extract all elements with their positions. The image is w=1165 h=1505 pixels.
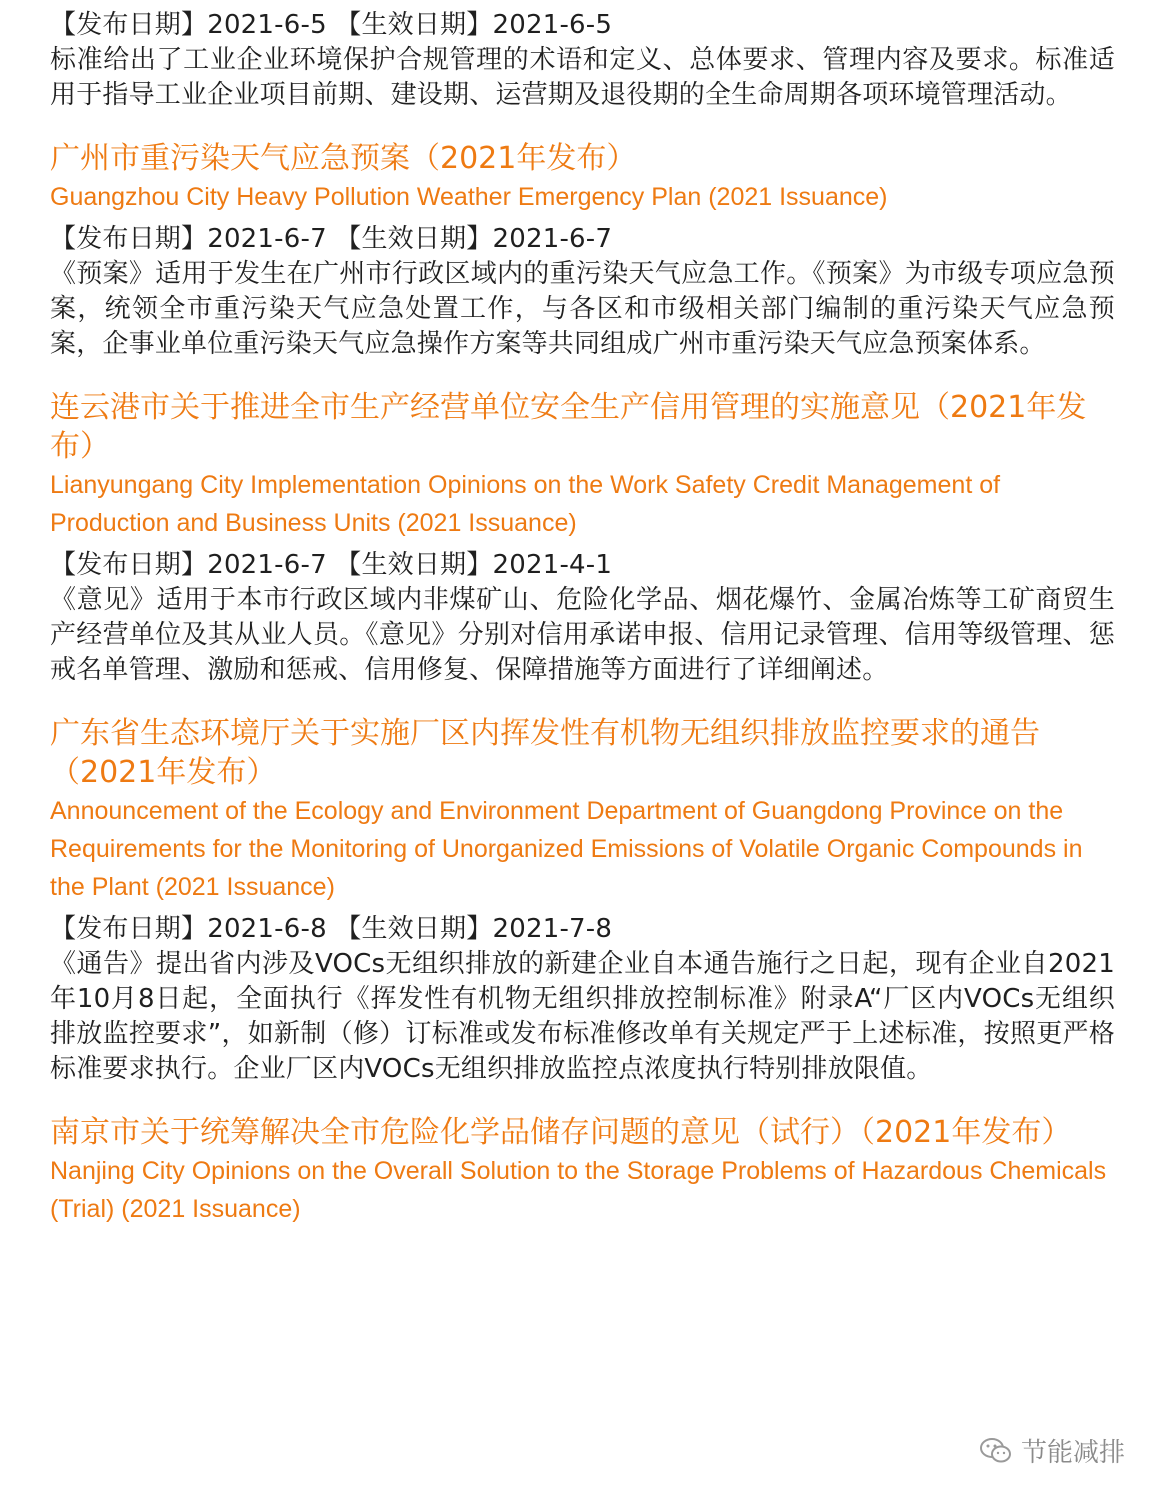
entry-standard xyxy=(50,8,1115,113)
wechat-icon xyxy=(979,1436,1013,1466)
document-page xyxy=(50,8,1115,1254)
entry-title-cn: 广东省生态环境厅关于实施厂区内挥发性有机物无组织排放监控要求的通告（2021年发布） xyxy=(50,716,1040,790)
entry-lianyungang-opinions xyxy=(50,388,1115,688)
entry-dates: 【发布日期】2021-6-7 【生效日期】2021-4-1 xyxy=(50,550,613,580)
entry-title-en: Guangzhou City Heavy Pollution Weather Emergency Plan (2021 Issuance) xyxy=(50,183,888,211)
entry-title-en: Announcement of the Ecology and Environment Department of Guangdong Province on the Requirements for the Monitoring of Unorganized Emissions of Volatile Organic Compounds in the Plant (2021 Issuance) xyxy=(50,797,1083,901)
entry-dates: 【发布日期】2021-6-5 【生效日期】2021-6-5 xyxy=(50,10,613,40)
entry-description: 《预案》适用于发生在广州市行政区域内的重污染天气应急工作。《预案》为市级专项应急预案，统领全市重污染天气应急处置工作，与各区和市级相关部门编制的重污染天气应急预案，企事业单位重污染天气应急操作方案等共同组成广州市重污染天气应急预案体系。 xyxy=(50,259,1115,359)
entry-description: 《通告》提出省内涉及VOCs无组织排放的新建企业自本通告施行之日起，现有企业自2021年10月8日起，全面执行《挥发性有机物无组织排放控制标准》附录A“厂区内VOCs无组织排放监控要求”，如新制（修）订标准或发布标准修改单有关规定严于上述标准，按照更严格标准要求执行。企业厂区内VOCs无组织排放监控点浓度执行特别排放限值。 xyxy=(50,949,1115,1084)
entry-title-en: Lianyungang City Implementation Opinions on the Work Safety Credit Management of Production and Business Units (2021 Issuance) xyxy=(50,471,1001,537)
entry-title-cn: 广州市重污染天气应急预案（2021年发布） xyxy=(50,141,637,176)
entry-guangdong-announcement xyxy=(50,714,1115,1087)
entry-dates: 【发布日期】2021-6-7 【生效日期】2021-6-7 xyxy=(50,224,613,254)
watermark-text: 节能减排 xyxy=(1020,1438,1125,1468)
entry-description: 标准给出了工业企业环境保护合规管理的术语和定义、总体要求、管理内容及要求。标准适用于指导工业企业项目前期、建设期、运营期及退役期的全生命周期各项环境管理活动。 xyxy=(50,45,1115,110)
entry-title-cn: 南京市关于统筹解决全市危险化学品储存问题的意见（试行）（2021年发布） xyxy=(50,1115,1072,1150)
entry-title-en: Nanjing City Opinions on the Overall Solution to the Storage Problems of Hazardous Chemicals (Trial) (2021 Issuance) xyxy=(50,1157,1107,1223)
entry-title-cn: 连云港市关于推进全市生产经营单位安全生产信用管理的实施意见（2021年发布） xyxy=(50,390,1087,464)
entry-description: 《意见》适用于本市行政区域内非煤矿山、危险化学品、烟花爆竹、金属冶炼等工矿商贸生产经营单位及其从业人员。《意见》分别对信用承诺申报、信用记录管理、信用等级管理、惩戒名单管理、激励和惩戒、信用修复、保障措施等方面进行了详细阐述。 xyxy=(50,585,1115,685)
entry-nanjing-opinions xyxy=(50,1113,1115,1228)
entry-guangzhou-plan xyxy=(50,139,1115,362)
watermark xyxy=(979,1432,1125,1469)
entry-dates: 【发布日期】2021-6-8 【生效日期】2021-7-8 xyxy=(50,914,613,944)
